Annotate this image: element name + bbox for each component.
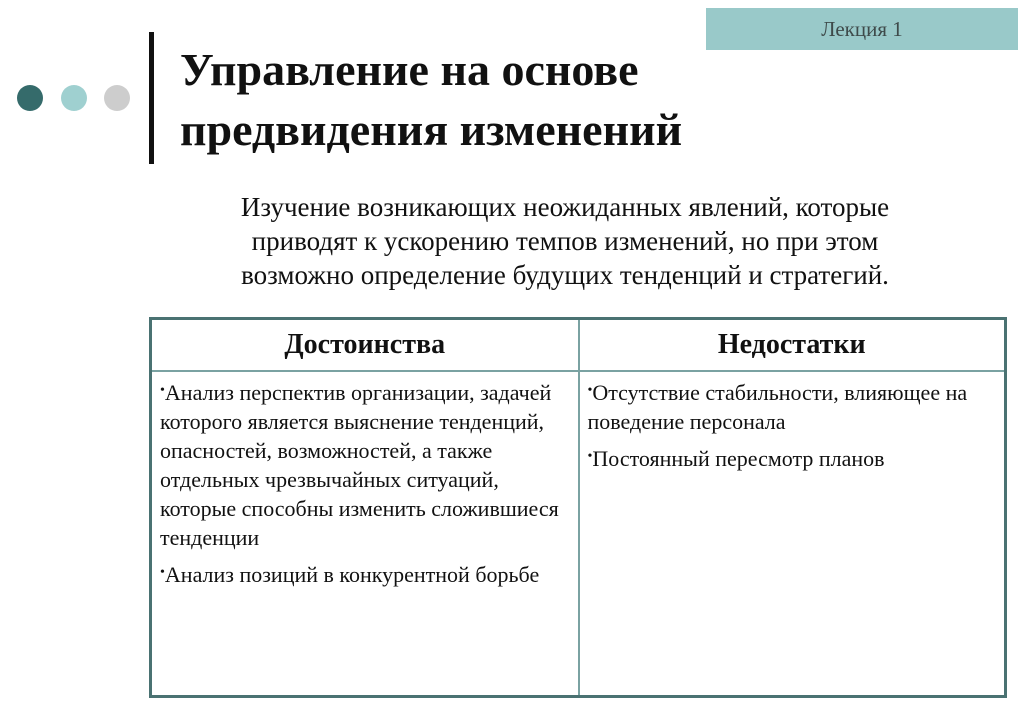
intro-line-1: Изучение возникающих неожиданных явлений, которые [240,192,890,222]
disadvantage-item-text: Отсутствие стабильности, влияющее на поведение персонала [587,380,968,434]
intro-line-3: возможно определение будущих тенденций и стратегий. [241,260,889,290]
disadvantages-list [588,378,997,473]
decorative-dot-dark [17,85,43,111]
table-header-row [151,319,1006,372]
disadvantages-cell [579,371,1006,697]
advantages-list [160,378,570,589]
intro-line-2: приводят к ускорению темпов изменений, но при этом [251,226,879,256]
column-header-disadvantages: Недостатки [579,319,1006,372]
table-body-row [151,371,1006,697]
advantage-item-2 [160,560,570,589]
bullet-icon: • [587,449,593,464]
intro-text [160,190,970,292]
bullet-icon: • [160,565,165,580]
advantage-item-text: Анализ позиций в конкурентной борьбе [164,562,540,587]
slide-title [180,40,800,160]
pros-cons-table [149,317,1007,698]
decorative-dot-gray [104,85,130,111]
disadvantage-item-1 [588,378,997,436]
bullet-icon: • [160,383,165,398]
slide-title-line-1: Управление на основе [180,44,639,95]
column-header-advantages: Достоинства [151,319,579,372]
title-divider-bar [149,32,154,164]
slide-title-line-2: предвидения изменений [180,104,683,155]
advantage-item-text: Анализ перспектив организации, задачей которого является выяснение тенденций, опасностей, возможностей, а также отдельных чрезвычайных ситуаций, которые способны изменить сложившиеся тенденции [160,380,559,550]
advantage-item-1 [160,378,570,552]
decorative-dot-teal [61,85,87,111]
advantages-cell [151,371,579,697]
disadvantage-item-2 [588,444,997,473]
disadvantage-item-text: Постоянный пересмотр планов [592,446,885,471]
lecture-badge: Лекция 1 [706,8,1018,50]
bullet-icon: • [587,383,593,398]
